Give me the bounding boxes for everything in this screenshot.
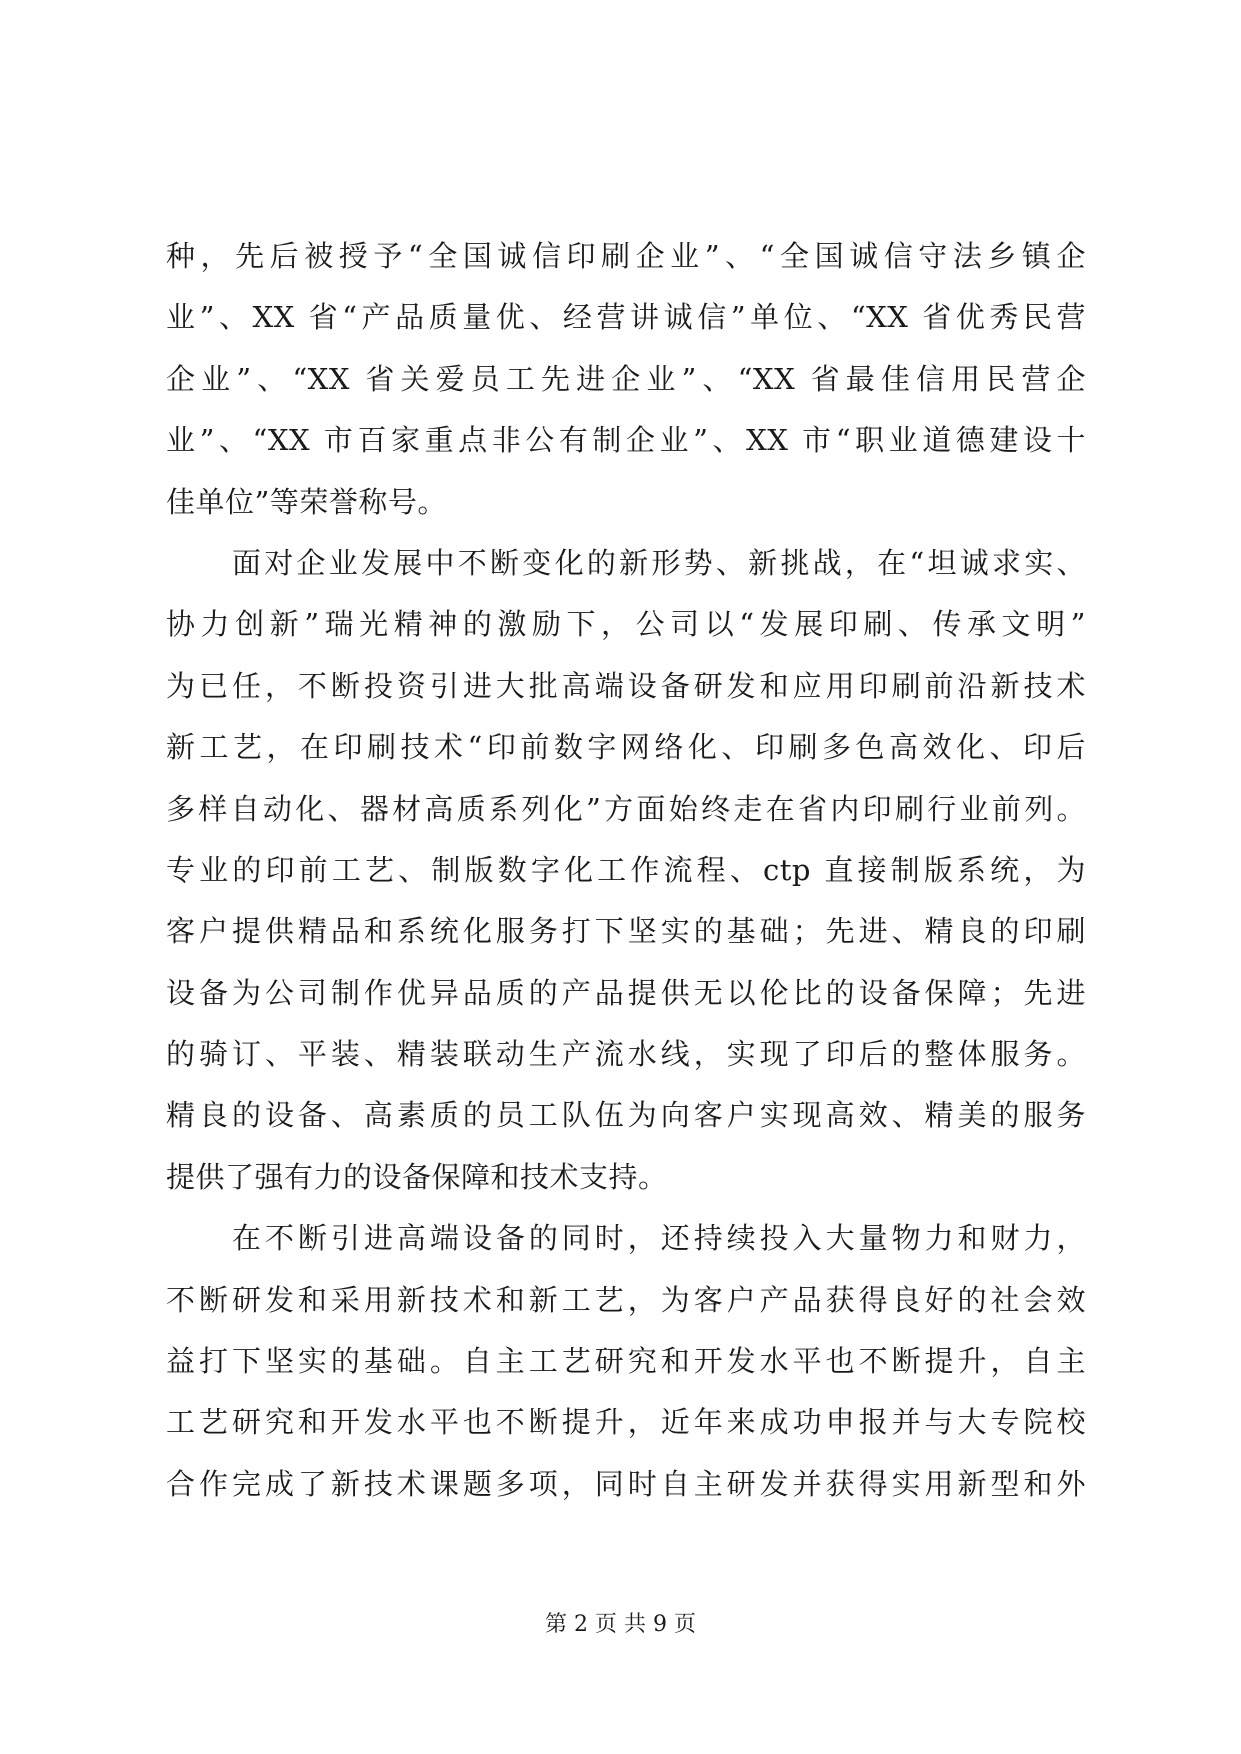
- text-line: 合作完成了新技术课题多项，同时自主研发并获得实用新型和外: [166, 1466, 1086, 1501]
- text-line: 设备为公司制作优异品质的产品提供无以伦比的设备保障；先进: [166, 975, 1086, 1010]
- text-line: 益打下坚实的基础。自主工艺研究和开发水平也不断提升，自主: [166, 1344, 1086, 1379]
- text-line: 业”、“XX 市百家重点非公有制企业”、XX 市“职业道德建设十: [166, 423, 1086, 458]
- text-line: 新工艺，在印刷技术“印前数字网络化、印刷多色高效化、印后: [166, 730, 1086, 765]
- text-line: 工艺研究和开发水平也不断提升，近年来成功申报并与大专院校: [166, 1405, 1086, 1440]
- text-line: 佳单位”等荣誉称号。: [166, 484, 447, 519]
- text-line: 协力创新”瑞光精神的激励下，公司以“发展印刷、传承文明”: [166, 607, 1086, 642]
- text-line: 提供了强有力的设备保障和技术支持。: [166, 1159, 668, 1194]
- text-line: 业”、XX 省“产品质量优、经营讲诚信”单位、“XX 省优秀民营: [166, 300, 1086, 335]
- text-line: 企业”、“XX 省关爱员工先进企业”、“XX 省最佳信用民营企: [166, 361, 1086, 396]
- text-line: 在不断引进高端设备的同时，还持续投入大量物力和财力，: [232, 1221, 1086, 1256]
- body-text: [166, 226, 1086, 1515]
- text-line: 不断研发和采用新技术和新工艺，为客户产品获得良好的社会效: [166, 1282, 1086, 1317]
- text-line: 精良的设备、高素质的员工队伍为向客户实现高效、精美的服务: [166, 1098, 1086, 1133]
- text-line: 种，先后被授予“全国诚信印刷企业”、“全国诚信守法乡镇企: [166, 239, 1086, 273]
- text-line: 专业的印前工艺、制版数字化工作流程、ctp 直接制版系统，为: [166, 852, 1086, 887]
- text-line: 面对企业发展中不断变化的新形势、新挑战，在“坦诚求实、: [232, 545, 1086, 580]
- text-line: 客户提供精品和系统化服务打下坚实的基础；先进、精良的印刷: [166, 914, 1086, 949]
- text-line: 的骑订、平装、精装联动生产流水线，实现了印后的整体服务。: [166, 1037, 1086, 1072]
- text-line: 为已任，不断投资引进大批高端设备研发和应用印刷前沿新技术: [166, 668, 1086, 703]
- text-line: 多样自动化、器材高质系列化”方面始终走在省内印刷行业前列。: [166, 791, 1086, 826]
- page-number-footer: 第 2 页 共 9 页: [545, 1612, 696, 1637]
